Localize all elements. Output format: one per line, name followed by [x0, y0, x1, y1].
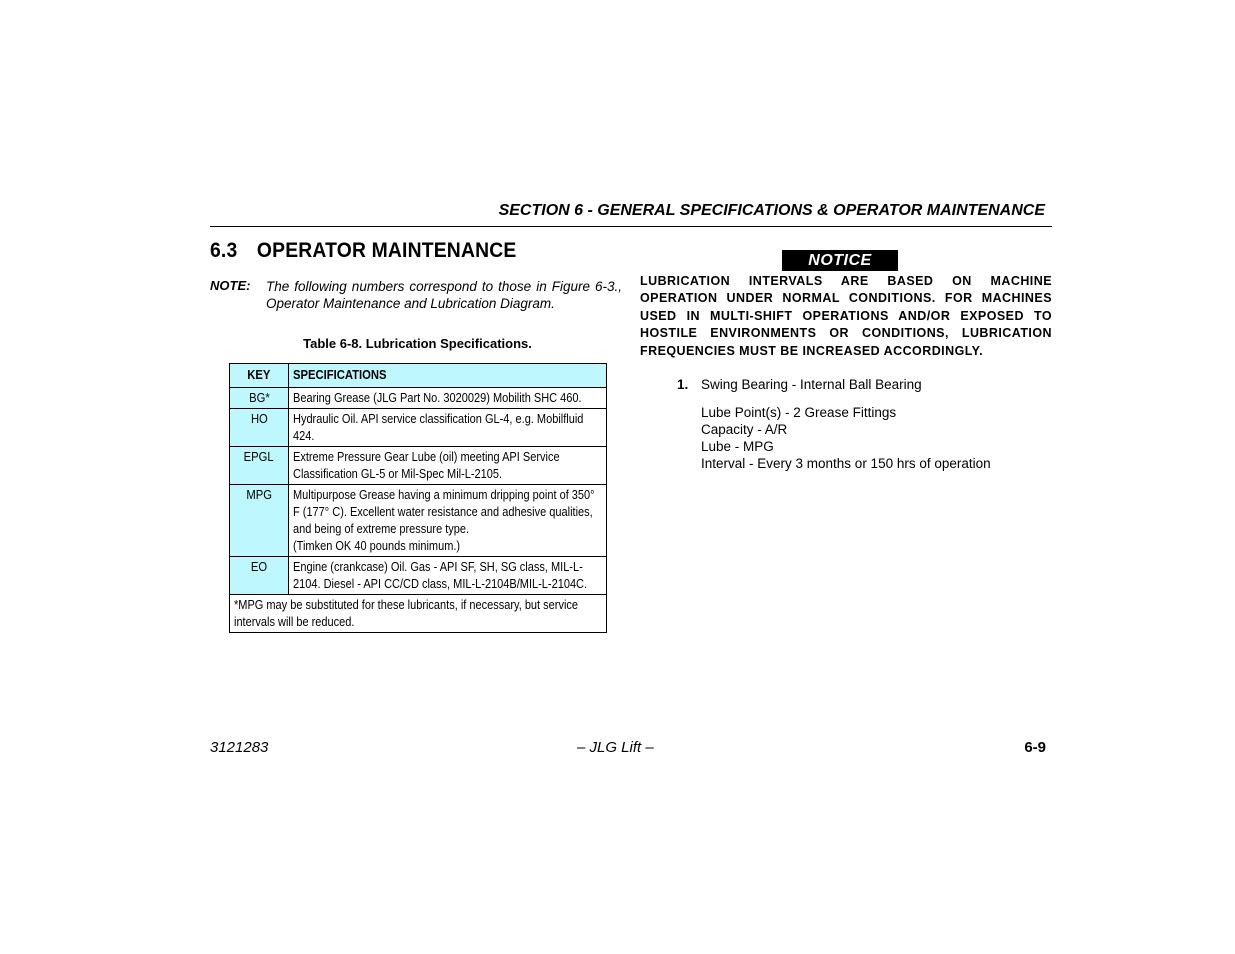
lubrication-specifications-table — [229, 363, 607, 633]
list-item-details — [701, 404, 991, 472]
notice-text: LUBRICATION INTERVALS ARE BASED ON MACHINE OPERATION UNDER NORMAL CONDITIONS. FOR MACHINES USED IN MULTI-SHIFT OPERATIONS AND/OR EXPOSED TO HOSTILE ENVIRONMENTS OR CONDITIONS, LUBRICATION FREQUENCIES MUST BE INCREASED ACCORDINGLY. — [640, 274, 1052, 358]
footer-brand: – JLG Lift – — [577, 739, 654, 756]
heading-number: 6.3 — [210, 239, 238, 262]
detail-capacity: Capacity - A/R — [701, 422, 788, 437]
section-header: SECTION 6 - GENERAL SPECIFICATIONS & OPERATOR MAINTENANCE — [498, 202, 1045, 219]
detail-interval: Interval - Every 3 months or 150 hrs of operation — [701, 456, 991, 471]
table-row — [230, 447, 607, 485]
note-text: The following numbers correspond to those in Figure 6-3., Operator Maintenance and Lubrication Diagram. — [266, 279, 622, 311]
column-header-specifications: SPECIFICATIONS — [289, 364, 607, 388]
table-cell-spec: Engine (crankcase) Oil. Gas - API SF, SH, SG class, MIL-L-2104. Diesel - API CC/CD class, MIL-L-2104B/MIL-L-2104C. — [289, 557, 607, 595]
table-cell-spec: Extreme Pressure Gear Lube (oil) meeting API Service Classification GL-5 or Mil-Spec Mil-L-2105. — [289, 447, 607, 485]
footer-page-number: 6-9 — [1024, 739, 1046, 756]
header-divider — [210, 226, 1052, 227]
table-row — [230, 409, 607, 447]
table-footnote: *MPG may be substituted for these lubricants, if necessary, but service intervals will be reduced. — [230, 595, 607, 633]
table-cell-key: MPG — [230, 485, 289, 557]
heading-title: OPERATOR MAINTENANCE — [256, 239, 517, 262]
table-row — [230, 388, 607, 409]
table-cell-spec: Hydraulic Oil. API service classification GL-4, e.g. Mobilfluid 424. — [289, 409, 607, 447]
table-cell-spec: Bearing Grease (JLG Part No. 3020029) Mobilith SHC 460. — [289, 388, 607, 409]
list-item-number: 1. — [677, 377, 689, 392]
table-cell-key: EPGL — [230, 447, 289, 485]
note-label: NOTE: — [210, 278, 251, 293]
table-row — [230, 485, 607, 557]
table-cell-spec: Multipurpose Grease having a minimum dripping point of 350° F (177° C). Excellent water resistance and adhesive qualities, and being of extreme pressure type. (Timken OK 40 pounds minimum.) — [289, 485, 607, 557]
table-row — [230, 557, 607, 595]
list-item-title: Swing Bearing - Internal Ball Bearing — [701, 377, 922, 392]
table-title: Table 6-8. Lubrication Specifications. — [303, 336, 532, 351]
column-header-key: KEY — [230, 364, 289, 388]
notice-badge: NOTICE — [782, 250, 898, 271]
table-header-row — [230, 364, 607, 388]
detail-lube: Lube - MPG — [701, 439, 774, 454]
table-cell-key: BG* — [230, 388, 289, 409]
detail-lube-points: Lube Point(s) - 2 Grease Fittings — [701, 405, 897, 420]
section-heading — [210, 239, 516, 263]
table-cell-key: EO — [230, 557, 289, 595]
table-footnote-row — [230, 595, 607, 633]
footer-doc-number: 3121283 — [210, 739, 269, 756]
table-cell-key: HO — [230, 409, 289, 447]
